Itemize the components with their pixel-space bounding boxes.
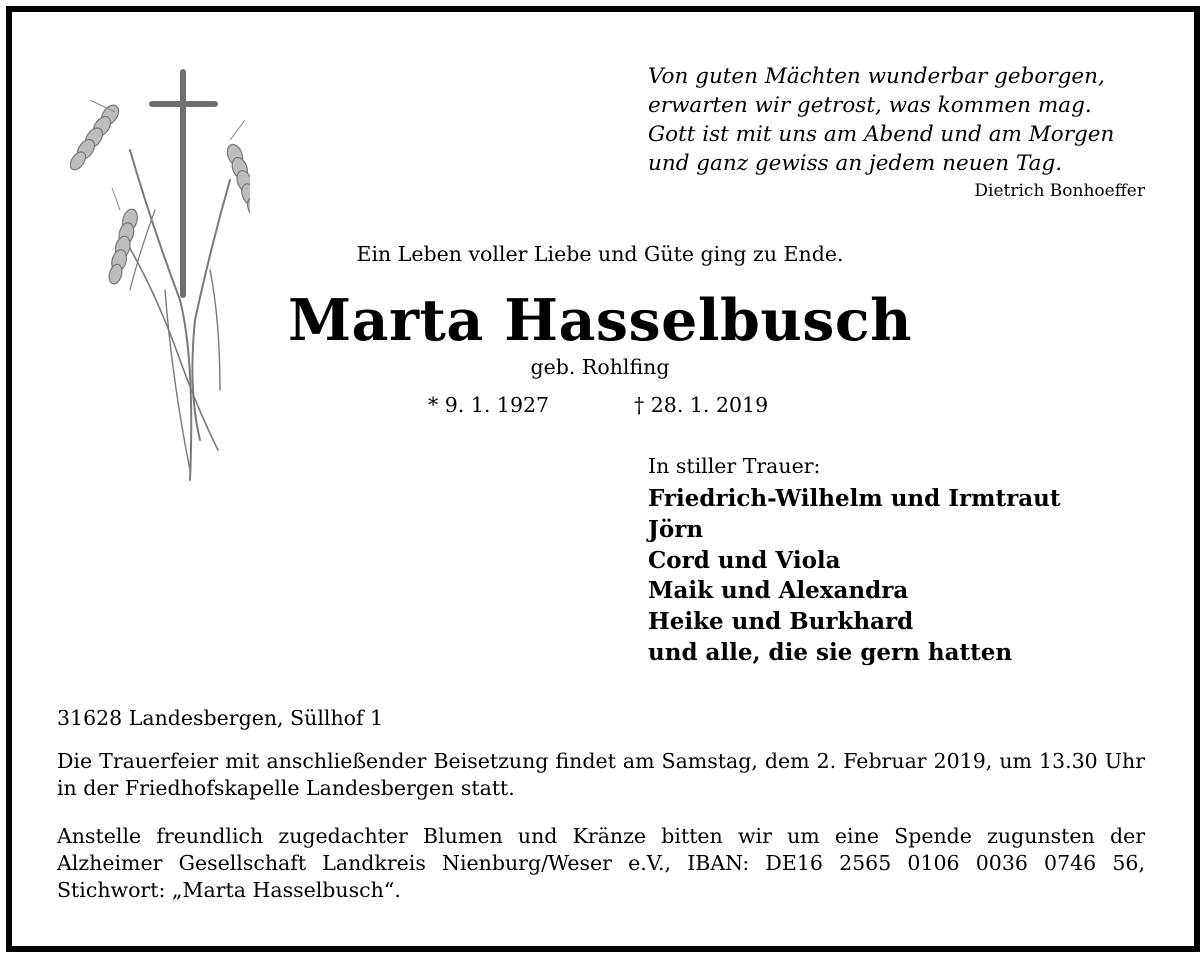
quote-line: erwarten wir getrost, was kommen mag. — [648, 93, 1092, 118]
mourner-name: Maik und Alexandra — [648, 577, 909, 605]
birth-date: * 9. 1. 1927 — [428, 393, 550, 417]
mourners-list — [648, 484, 1060, 669]
intro-line: Ein Leben voller Liebe und Güte ging zu Ende. — [356, 242, 844, 266]
deceased-name: Marta Hasselbusch — [287, 287, 913, 354]
mourner-name: Heike und Burkhard — [648, 608, 914, 636]
mourner-name: und alle, die sie gern hatten — [648, 638, 1013, 666]
quote-line: Gott ist mit uns am Abend und am Morgen — [648, 122, 1115, 147]
mourner-name: Cord und Viola — [648, 546, 841, 574]
mourner-name: Friedrich-Wilhelm und Irmtraut — [648, 485, 1061, 512]
quote-line: Von guten Mächten wunderbar geborgen, — [648, 64, 1105, 89]
mourner-name: Jörn — [648, 515, 704, 543]
funeral-info: Die Trauerfeier mit anschließender Beisetzung findet am Samstag, dem 2. Februar 2019, um 13.30 Uhr in der Friedhofskapelle Landesbergen statt. — [57, 749, 1145, 800]
donation-info: Anstelle freundlich zugedachter Blumen und Kränze bitten wir um eine Spende zugunsten der Alzheimer Gesellschaft Landkreis Nienburg/Weser e.V., IBAN: DE16 2565 0106 0036 0746 56, Stichwort: „Marta Hasselbusch“. — [57, 824, 1145, 902]
address: 31628 Landesbergen, Süllhof 1 — [57, 706, 384, 730]
maiden-name: geb. Rohlfing — [530, 355, 670, 379]
quote-author: Dietrich Bonhoeffer — [974, 181, 1145, 201]
bonhoeffer-quote — [648, 62, 1148, 178]
death-date: † 28. 1. 2019 — [634, 393, 769, 417]
quote-line: und ganz gewiss an jedem neuen Tag. — [648, 151, 1063, 176]
mourning-label: In stiller Trauer: — [648, 454, 821, 478]
cross-with-wheat-icon — [70, 60, 250, 490]
